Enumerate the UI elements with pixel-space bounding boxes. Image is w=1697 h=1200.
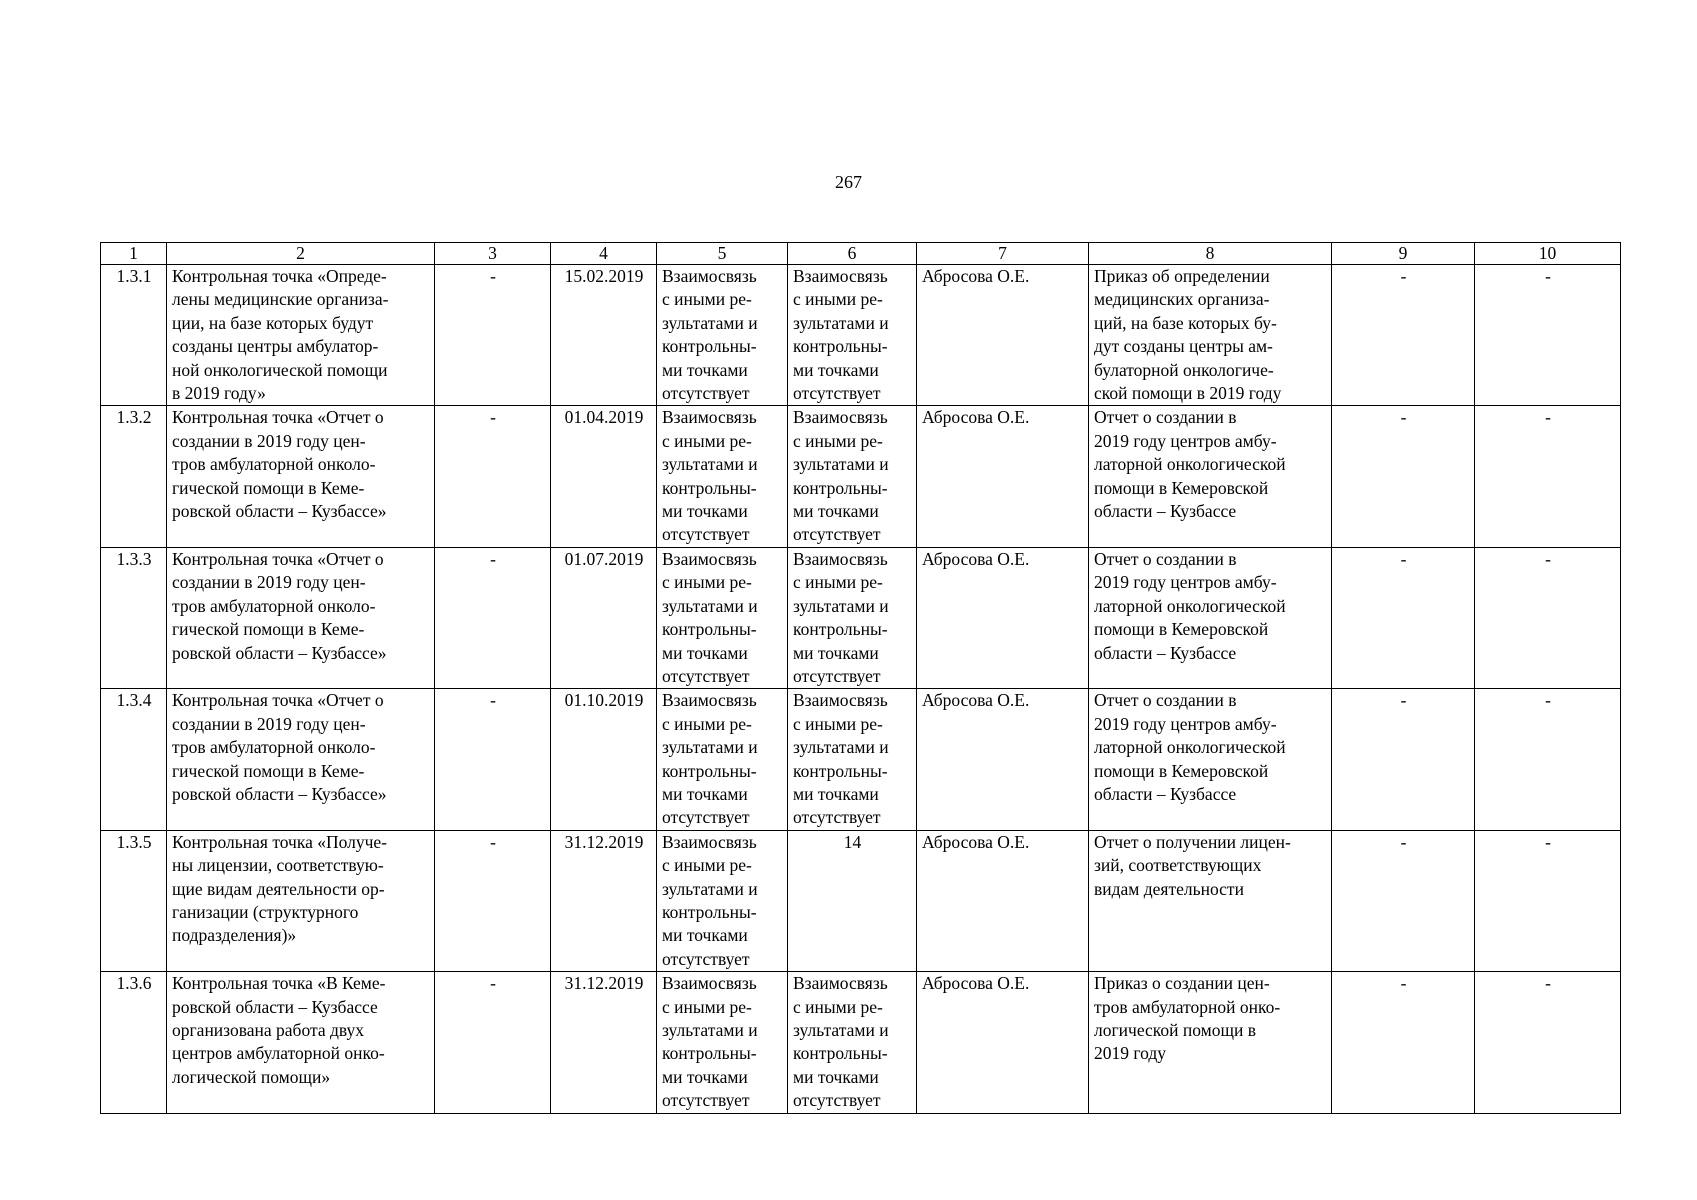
document-cell: Отчет о создании в 2019 году центров амбу- латорной онкологической помощи в Кемеровской области – Кузбассе xyxy=(1089,406,1332,547)
row-number-cell: 1.3.2 xyxy=(101,406,167,547)
header-cell: 5 xyxy=(657,243,788,265)
control-points-table xyxy=(100,242,1621,1114)
table-row xyxy=(101,689,1621,830)
header-cell: 2 xyxy=(167,243,435,265)
control-point-name-cell: Контрольная точка «В Кеме- ровской области – Кузбассе организована работа двух центров амбулаторной онко- логической помощи» xyxy=(167,972,435,1113)
column-9-cell: - xyxy=(1332,689,1475,830)
responsible-person-cell: Абросова О.Е. xyxy=(917,830,1089,971)
relationship-cell: Взаимосвязь с иными ре- зультатами и контрольны- ми точками отсутствует xyxy=(657,830,788,971)
control-point-name-cell: Контрольная точка «Отчет о создании в 2019 году цен- тров амбулаторной онколо- гической помощи в Кеме- ровской области – Кузбассе» xyxy=(167,689,435,830)
responsible-person-cell: Абросова О.Е. xyxy=(917,547,1089,688)
responsible-person-cell: Абросова О.Е. xyxy=(917,265,1089,406)
column-3-cell: - xyxy=(435,406,551,547)
header-cell: 1 xyxy=(101,243,167,265)
column-6-cell: Взаимосвязь с иными ре- зультатами и контрольны- ми точками отсутствует xyxy=(788,547,917,688)
column-3-cell: - xyxy=(435,830,551,971)
table-body xyxy=(101,243,1621,1114)
document-cell: Приказ о создании цен- тров амбулаторной онко- логической помощи в 2019 году xyxy=(1089,972,1332,1113)
header-cell: 3 xyxy=(435,243,551,265)
table-row xyxy=(101,406,1621,547)
header-cell: 8 xyxy=(1089,243,1332,265)
column-3-cell: - xyxy=(435,972,551,1113)
column-9-cell: - xyxy=(1332,547,1475,688)
column-6-cell: 14 xyxy=(788,830,917,971)
header-cell: 10 xyxy=(1475,243,1621,265)
column-10-cell: - xyxy=(1475,406,1621,547)
row-number-cell: 1.3.3 xyxy=(101,547,167,688)
row-number-cell: 1.3.6 xyxy=(101,972,167,1113)
row-number-cell: 1.3.5 xyxy=(101,830,167,971)
column-9-cell: - xyxy=(1332,406,1475,547)
date-cell: 31.12.2019 xyxy=(551,830,657,971)
document-cell: Отчет о создании в 2019 году центров амбу- латорной онкологической помощи в Кемеровской области – Кузбассе xyxy=(1089,689,1332,830)
column-3-cell: - xyxy=(435,265,551,406)
control-point-name-cell: Контрольная точка «Получе- ны лицензии, соответствую- щие видам деятельности ор- ганизации (структурного подразделения)» xyxy=(167,830,435,971)
row-number-cell: 1.3.4 xyxy=(101,689,167,830)
column-6-cell: Взаимосвязь с иными ре- зультатами и контрольны- ми точками отсутствует xyxy=(788,972,917,1113)
relationship-cell: Взаимосвязь с иными ре- зультатами и контрольны- ми точками отсутствует xyxy=(657,265,788,406)
date-cell: 01.07.2019 xyxy=(551,547,657,688)
column-9-cell: - xyxy=(1332,972,1475,1113)
column-9-cell: - xyxy=(1332,830,1475,971)
date-cell: 01.10.2019 xyxy=(551,689,657,830)
header-cell: 4 xyxy=(551,243,657,265)
column-10-cell: - xyxy=(1475,830,1621,971)
responsible-person-cell: Абросова О.Е. xyxy=(917,406,1089,547)
control-point-name-cell: Контрольная точка «Опреде- лены медицинские организа- ции, на базе которых будут созданы центры амбулатор- ной онкологической помощи в 2019 году» xyxy=(167,265,435,406)
column-10-cell: - xyxy=(1475,265,1621,406)
column-3-cell: - xyxy=(435,689,551,830)
relationship-cell: Взаимосвязь с иными ре- зультатами и контрольны- ми точками отсутствует xyxy=(657,547,788,688)
document-cell: Отчет о создании в 2019 году центров амбу- латорной онкологической помощи в Кемеровской области – Кузбассе xyxy=(1089,547,1332,688)
header-cell: 9 xyxy=(1332,243,1475,265)
column-6-cell: Взаимосвязь с иными ре- зультатами и контрольны- ми точками отсутствует xyxy=(788,265,917,406)
column-3-cell: - xyxy=(435,547,551,688)
control-point-name-cell: Контрольная точка «Отчет о создании в 2019 году цен- тров амбулаторной онколо- гической помощи в Кеме- ровской области – Кузбассе» xyxy=(167,547,435,688)
table-row xyxy=(101,547,1621,688)
date-cell: 01.04.2019 xyxy=(551,406,657,547)
relationship-cell: Взаимосвязь с иными ре- зультатами и контрольны- ми точками отсутствует xyxy=(657,689,788,830)
column-9-cell: - xyxy=(1332,265,1475,406)
column-10-cell: - xyxy=(1475,689,1621,830)
date-cell: 15.02.2019 xyxy=(551,265,657,406)
column-10-cell: - xyxy=(1475,972,1621,1113)
page-number: 267 xyxy=(835,172,862,192)
row-number-cell: 1.3.1 xyxy=(101,265,167,406)
document-cell: Приказ об определении медицинских организа- ций, на базе которых бу- дут созданы центры ам- булаторной онкологиче- ской помощи в 2019 году xyxy=(1089,265,1332,406)
table-row xyxy=(101,830,1621,971)
table-row xyxy=(101,972,1621,1113)
header-cell: 6 xyxy=(788,243,917,265)
date-cell: 31.12.2019 xyxy=(551,972,657,1113)
responsible-person-cell: Абросова О.Е. xyxy=(917,689,1089,830)
relationship-cell: Взаимосвязь с иными ре- зультатами и контрольны- ми точками отсутствует xyxy=(657,406,788,547)
column-10-cell: - xyxy=(1475,547,1621,688)
relationship-cell: Взаимосвязь с иными ре- зультатами и контрольны- ми точками отсутствует xyxy=(657,972,788,1113)
column-6-cell: Взаимосвязь с иными ре- зультатами и контрольны- ми точками отсутствует xyxy=(788,689,917,830)
table-row xyxy=(101,265,1621,406)
column-6-cell: Взаимосвязь с иными ре- зультатами и контрольны- ми точками отсутствует xyxy=(788,406,917,547)
document-cell: Отчет о получении лицен- зий, соответствующих видам деятельности xyxy=(1089,830,1332,971)
header-cell: 7 xyxy=(917,243,1089,265)
control-point-name-cell: Контрольная точка «Отчет о создании в 2019 году цен- тров амбулаторной онколо- гической помощи в Кеме- ровской области – Кузбассе» xyxy=(167,406,435,547)
responsible-person-cell: Абросова О.Е. xyxy=(917,972,1089,1113)
header-row xyxy=(101,243,1621,265)
